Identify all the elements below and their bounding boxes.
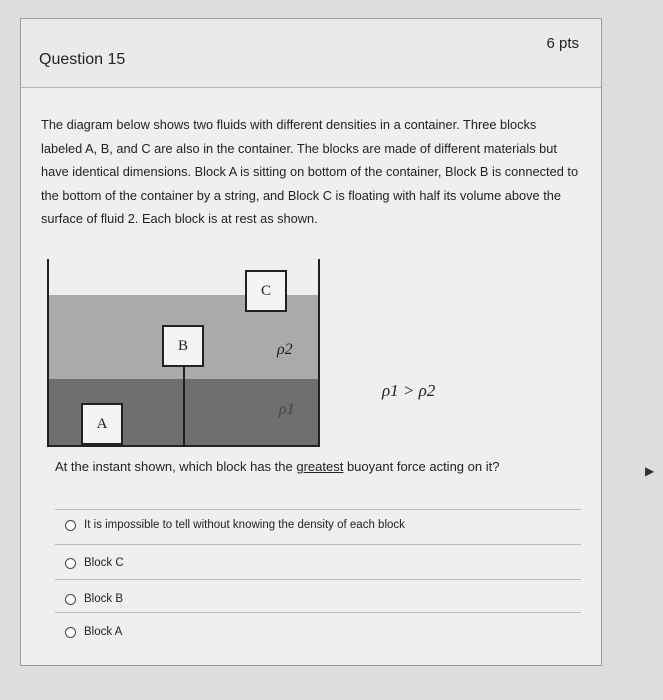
option-label: Block B <box>84 593 123 605</box>
divider <box>55 579 581 580</box>
mouse-pointer-icon: ▶ <box>645 464 655 478</box>
radio-button[interactable] <box>65 558 76 569</box>
answer-option[interactable] <box>65 593 123 605</box>
block-c: C <box>245 270 287 312</box>
answer-option[interactable] <box>65 519 405 531</box>
radio-button[interactable] <box>65 594 76 605</box>
prompt-text: At the instant shown, which block has the <box>55 459 297 474</box>
option-label: Block C <box>84 557 124 569</box>
container-left-wall <box>47 259 49 447</box>
prompt-emphasis: greatest <box>296 459 344 474</box>
string <box>183 367 185 445</box>
divider <box>55 509 581 510</box>
divider <box>55 544 581 545</box>
prompt-text-end: buoyant force acting on it? <box>343 459 500 474</box>
answer-option[interactable] <box>65 626 122 638</box>
option-label: Block A <box>84 626 123 638</box>
question-points: 6 pts <box>546 35 579 52</box>
option-label: It is impossible to tell without knowing the density of each block <box>84 519 405 531</box>
container-bottom <box>47 445 320 447</box>
question-prompt <box>55 459 499 474</box>
divider <box>55 612 581 613</box>
question-description: The diagram below shows two fluids with different densities in a container. Three blocks labeled A, B, and C are also in the container. The blocks are made of different materials but have identical dimensions. Block A is sitting on bottom of the container, Block B is connected to the bottom of the container by a string, and Block C is floating with half its volume above the surface of fluid 2. Each block is at rest as shown. <box>41 117 579 226</box>
fluid-diagram <box>47 259 436 449</box>
container-right-wall <box>318 259 320 447</box>
rho1-label: ρ1 <box>279 401 295 418</box>
block-a: A <box>81 403 123 445</box>
block-b: B <box>162 325 204 367</box>
rho2-label: ρ2 <box>277 341 293 358</box>
answer-option[interactable] <box>65 557 124 569</box>
density-relation: ρ1 > ρ2 <box>382 381 436 400</box>
question-header <box>21 19 601 88</box>
radio-button[interactable] <box>65 627 76 638</box>
question-title: Question 15 <box>39 51 126 68</box>
question-card <box>20 18 602 666</box>
radio-button[interactable] <box>65 520 76 531</box>
